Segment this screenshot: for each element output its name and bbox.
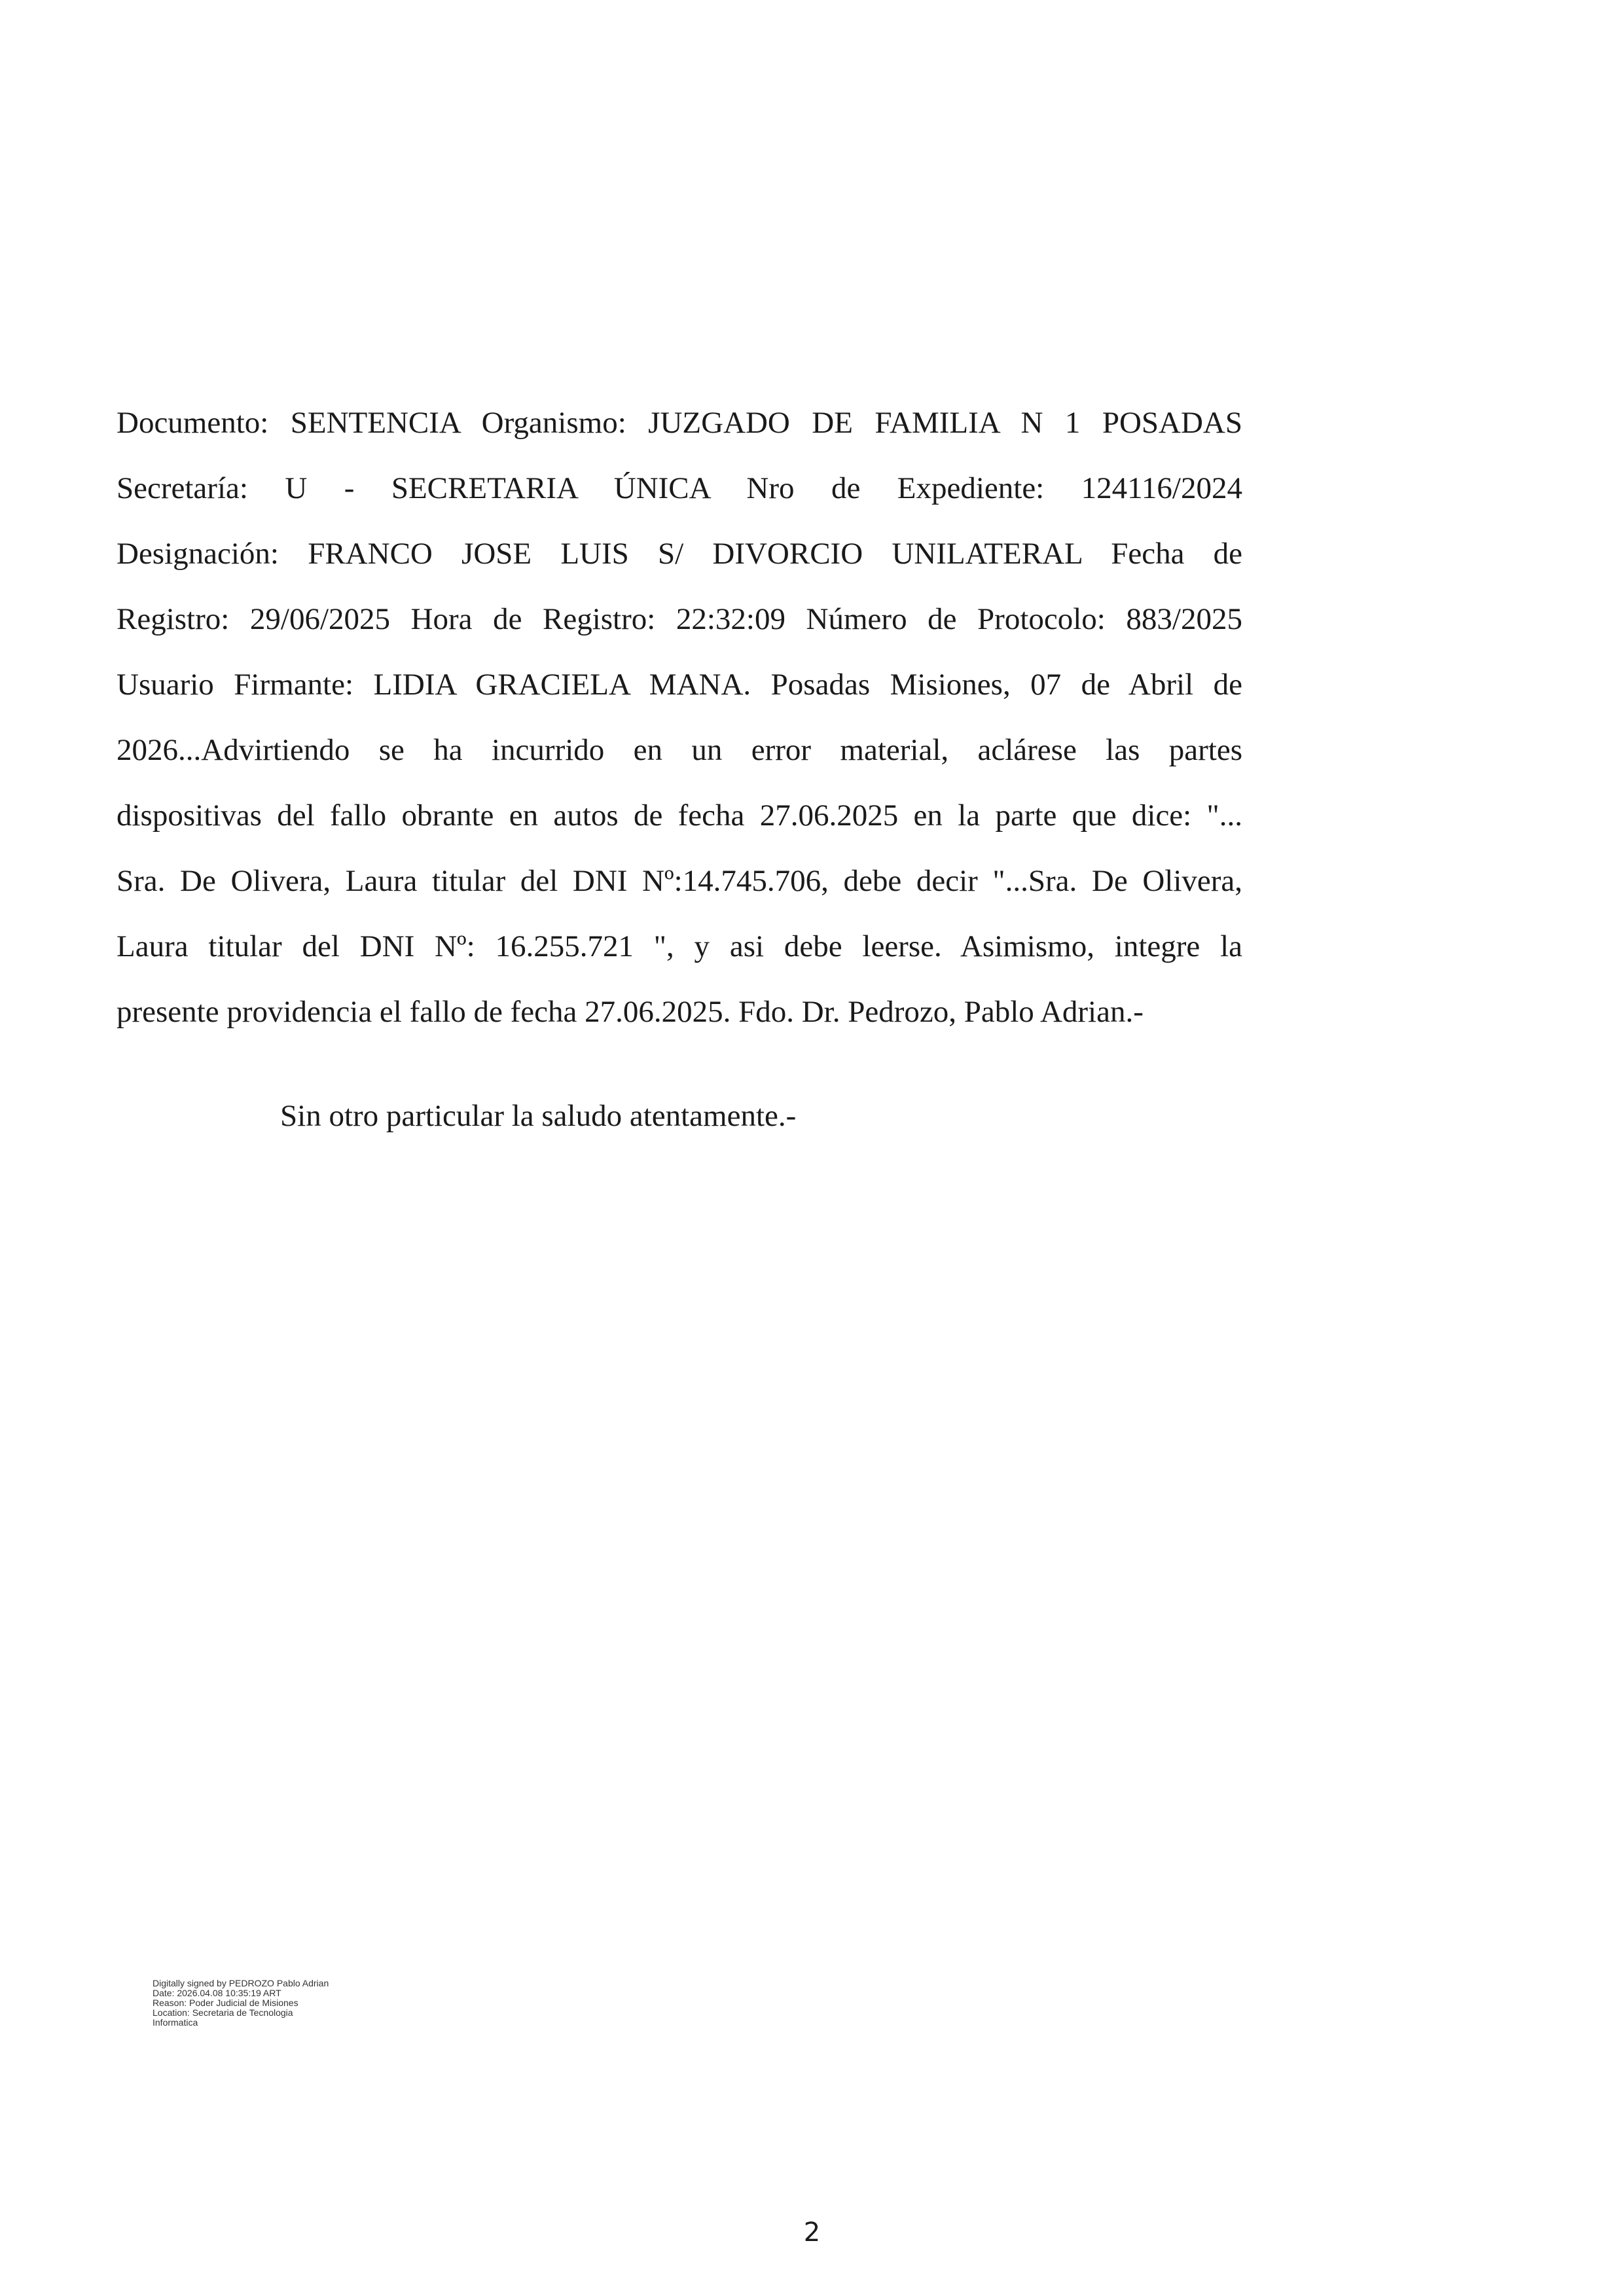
body-line: dispositivas del fallo obrante en autos de fecha 27.06.2025 en la parte que dice: "...	[117, 798, 1242, 833]
body-line: Secretaría: U - SECRETARIA ÚNICA Nro de Expediente: 124116/2024	[117, 471, 1242, 505]
body-line: Laura titular del DNI Nº: 16.255.721 ", y asi debe leerse. Asimismo, integre la	[117, 929, 1242, 963]
signature-line: Digitally signed by PEDROZO Pablo Adrian	[153, 1978, 329, 1988]
closing-salutation: Sin otro particular la saludo atentamente.-	[280, 1099, 797, 1133]
document-body	[117, 390, 1242, 1045]
body-line: Usuario Firmante: LIDIA GRACIELA MANA. Posadas Misiones, 07 de Abril de	[117, 668, 1242, 702]
signature-line: Location: Secretaria de Tecnologia	[153, 2007, 293, 2018]
body-line: Sra. De Olivera, Laura titular del DNI Nº:14.745.706, debe decir "...Sra. De Olivera,	[117, 864, 1242, 898]
body-line: 2026...Advirtiendo se ha incurrido en un error material, aclárese las partes	[117, 733, 1242, 767]
body-line: presente providencia el fallo de fecha 27.06.2025. Fdo. Dr. Pedrozo, Pablo Adrian.-	[117, 995, 1144, 1029]
body-line: Registro: 29/06/2025 Hora de Registro: 22:32:09 Número de Protocolo: 883/2025	[117, 602, 1242, 636]
body-line: Designación: FRANCO JOSE LUIS S/ DIVORCIO UNILATERAL Fecha de	[117, 537, 1242, 571]
signature-line: Informatica	[153, 2017, 198, 2028]
page-number: 2	[803, 2217, 821, 2248]
signature-line: Date: 2026.04.08 10:35:19 ART	[153, 1988, 281, 1998]
digital-signature-stamp	[153, 1979, 329, 2028]
body-line: Documento: SENTENCIA Organismo: JUZGADO DE FAMILIA N 1 POSADAS	[117, 406, 1242, 440]
signature-line: Reason: Poder Judicial de Misiones	[153, 1998, 298, 2008]
